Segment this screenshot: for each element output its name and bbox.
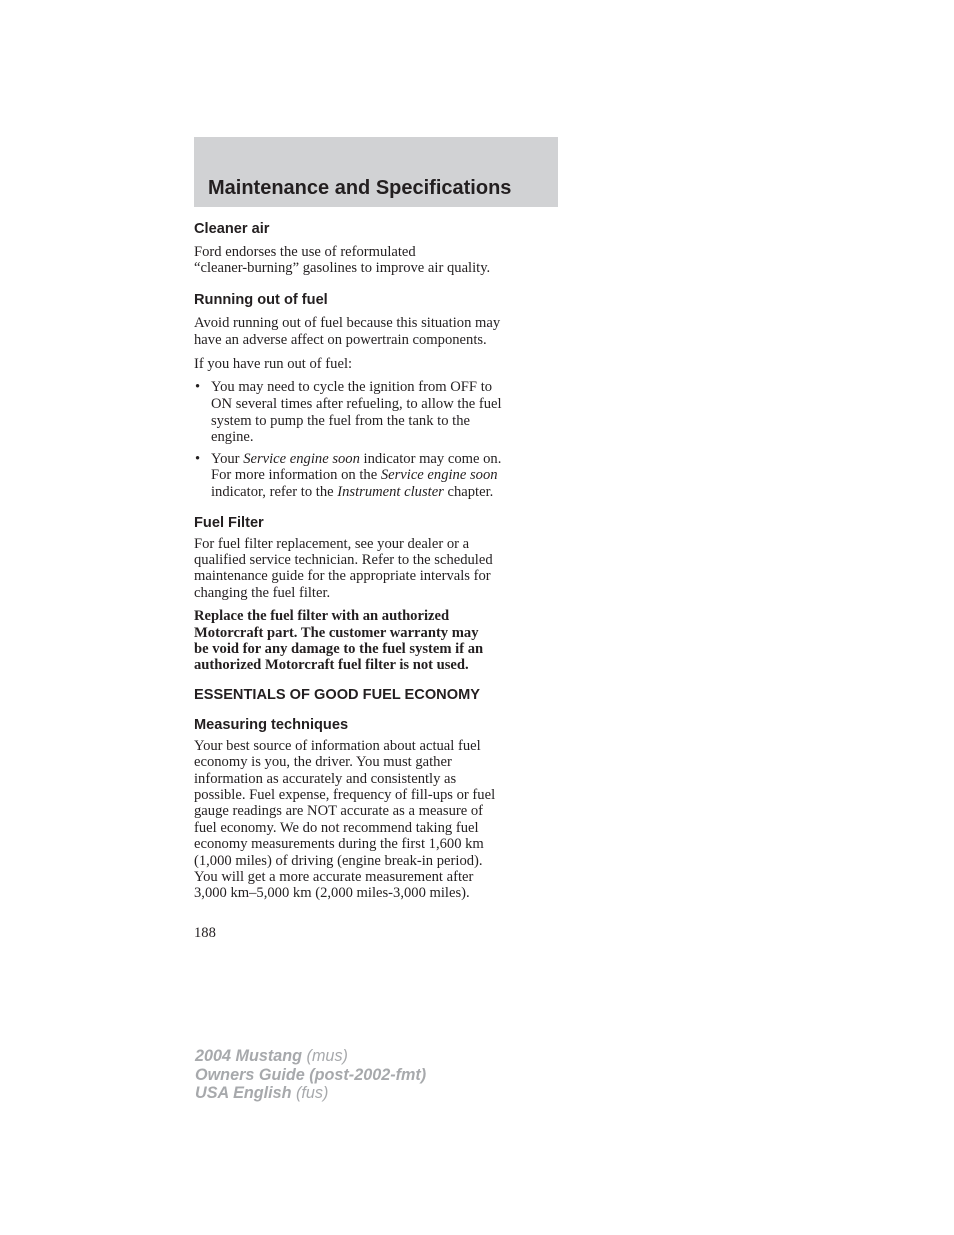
chapter-reference: Instrument cluster xyxy=(337,483,444,500)
heading-fuel-filter: Fuel Filter xyxy=(194,514,264,531)
text-line: be void for any damage to the fuel system if an xyxy=(194,641,484,657)
text-line: You will get a more accurate measurement after xyxy=(194,869,474,886)
text-line: possible. Fuel expense, frequency of fill-ups or fuel xyxy=(194,787,496,804)
text-line: information as accurately and consistently as xyxy=(194,770,457,787)
text-line: authorized Motorcraft fuel filter is not used. xyxy=(194,657,469,674)
bullet-glyph: • xyxy=(195,450,201,467)
footer-model-code: (mus) xyxy=(302,1047,348,1065)
heading-cleaner-air: Cleaner air xyxy=(194,221,270,237)
bullet-glyph: • xyxy=(195,379,201,396)
text-run: For more information on the xyxy=(211,467,381,484)
heading-essentials: ESSENTIALS OF GOOD FUEL ECONOMY xyxy=(194,686,480,703)
heading-measuring-techniques: Measuring techniques xyxy=(194,716,349,733)
text-line: engine. xyxy=(211,429,254,446)
text-line: 3,000 km–5,000 km (2,000 miles-3,000 miles). xyxy=(194,885,470,902)
text-line: maintenance guide for the appropriate intervals for xyxy=(194,568,491,585)
text-run: indicator may come on. xyxy=(359,450,502,467)
text-line: economy measurements during the first 1,600 km xyxy=(194,836,484,853)
text-run: chapter. xyxy=(443,483,494,500)
text-line: gauge readings are NOT accurate as a measure of xyxy=(194,803,484,820)
text-line: changing the fuel filter. xyxy=(194,584,331,601)
text-line: economy is you, the driver. You must gather xyxy=(194,754,452,771)
paragraph-running-out-2: If you have run out of fuel: xyxy=(194,356,353,372)
text-line: (1,000 miles) of driving (engine break-in period). xyxy=(194,852,483,869)
footer-model: 2004 Mustang xyxy=(195,1047,303,1065)
text-line: qualified service technician. Refer to the scheduled xyxy=(194,551,493,568)
indicator-name: Service engine soon xyxy=(380,467,498,484)
bullet-list xyxy=(194,379,560,500)
text-line: Avoid running out of fuel because this situation may xyxy=(194,314,501,331)
page-content xyxy=(194,219,560,902)
section-header-bar xyxy=(194,137,558,207)
text-line: Replace the fuel filter with an authorized xyxy=(194,608,450,625)
heading-running-out-of-fuel: Running out of fuel xyxy=(194,291,328,308)
paragraph-fuel-filter xyxy=(194,536,560,602)
paragraph-cleaner-air xyxy=(194,244,560,277)
footer-guide: Owners Guide (post-2002-fmt) xyxy=(195,1065,427,1084)
text-line: Motorcraft part. The customer warranty may xyxy=(194,624,479,641)
page-number: 188 xyxy=(194,925,216,941)
text-line: You may need to cycle the ignition from OFF to xyxy=(211,379,493,396)
text-line: ON several times after refueling, to allow the fuel xyxy=(211,396,502,412)
paragraph-running-out-1 xyxy=(194,315,560,350)
text-line: system to pump the fuel from the tank to the xyxy=(211,412,470,429)
text-run: indicator, refer to the xyxy=(211,483,338,500)
paragraph-measuring xyxy=(194,738,560,902)
document-footer xyxy=(195,1047,426,1103)
text-line: Your best source of information about actual fuel xyxy=(194,737,481,754)
indicator-name: Service engine soon xyxy=(243,450,360,467)
list-item xyxy=(194,379,560,445)
section-title: Maintenance and Specifications xyxy=(208,177,512,199)
list-item xyxy=(194,451,560,501)
warning-paragraph xyxy=(194,608,560,674)
text-line: “cleaner-burning” gasolines to improve air quality. xyxy=(194,260,491,277)
text-line: fuel economy. We do not recommend taking fuel xyxy=(194,819,479,836)
footer-language: USA English xyxy=(195,1084,292,1103)
text-line: have an adverse affect on powertrain components. xyxy=(194,332,487,349)
text-line: For fuel filter replacement, see your dealer or a xyxy=(194,535,470,552)
text-line: Ford endorses the use of reformulated xyxy=(194,244,416,260)
text-run: Your xyxy=(211,450,244,467)
footer-language-code: (fus) xyxy=(291,1084,329,1103)
